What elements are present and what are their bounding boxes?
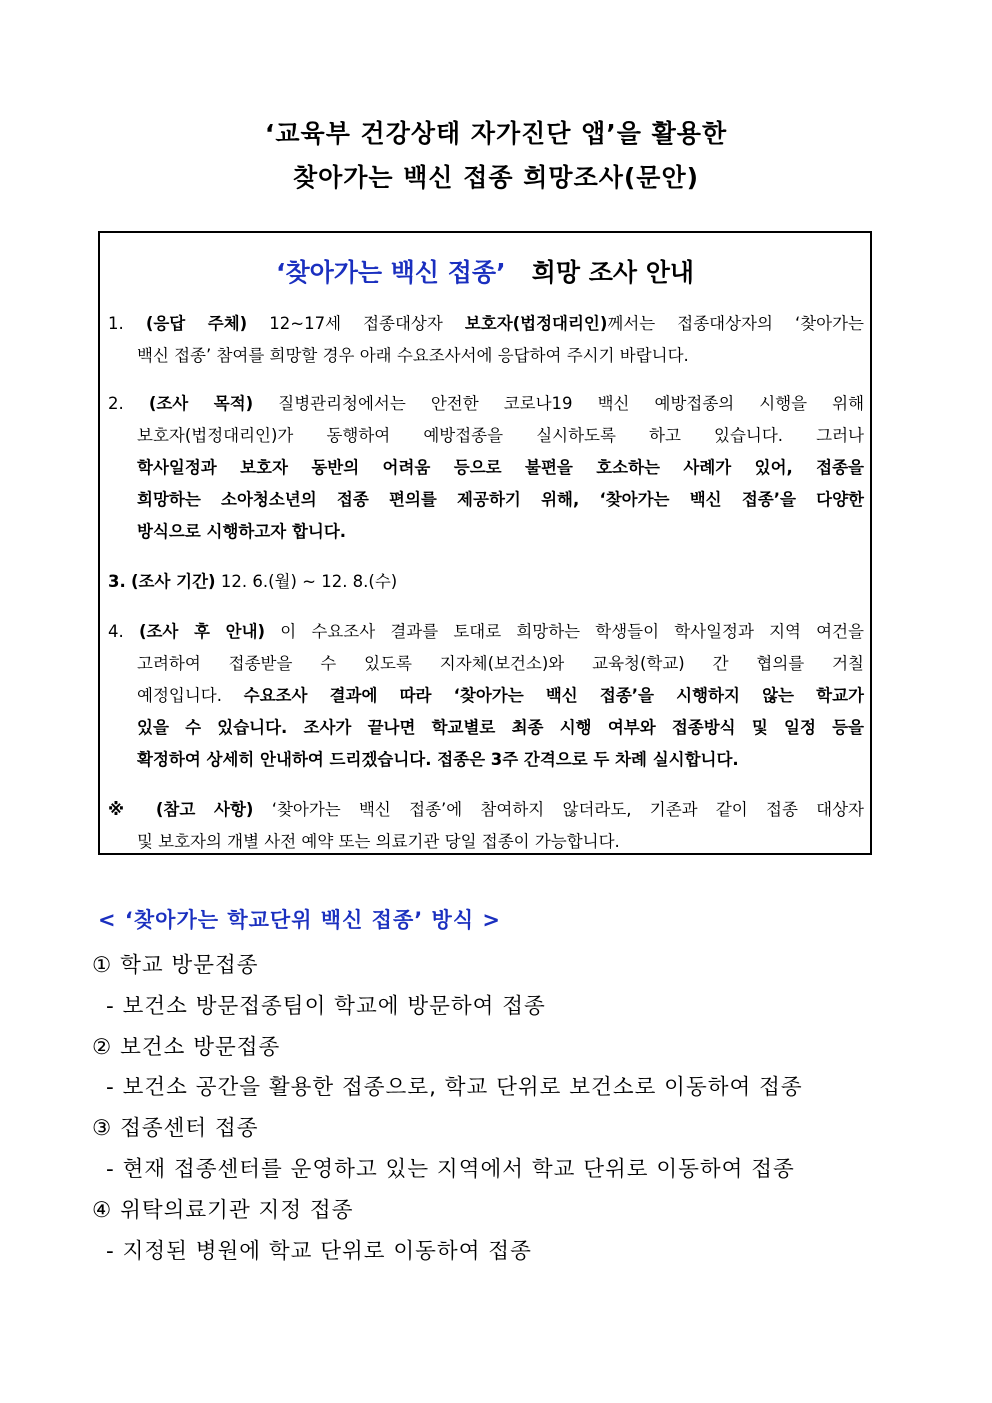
item-number: 3. — [108, 572, 126, 591]
item-line: 희망하는 소아청소년의 접종 편의를 제공하기 위해, ‘찾아가는 백신 접종’을 다양한 — [137, 490, 864, 509]
method-description: - 보건소 방문접종팀이 학교에 방문하여 접종 — [106, 993, 546, 1019]
item-text: 이 수요조사 결과를 토대로 희망하는 학생들이 학사일정과 지역 여건을 — [265, 622, 864, 641]
item-line — [108, 680, 864, 712]
item-line: 방식으로 시행하고자 합니다. — [137, 522, 347, 541]
item-line — [108, 308, 864, 340]
item-text: 12. 6.(월) ~ 12. 8.(수) — [215, 572, 398, 591]
methods-list — [92, 946, 882, 1272]
item-emphasis: 보호자(법정대리인) — [464, 314, 608, 333]
item-label: (응답 주체) — [145, 314, 248, 333]
item-line — [108, 616, 864, 648]
notice-heading-text: 희망 조사 안내 — [531, 258, 695, 287]
item-line: 및 보호자의 개별 사전 예약 또는 의료기관 당일 접종이 가능합니다. — [137, 832, 620, 851]
item-number: 1. — [108, 314, 124, 333]
item-number: 4. — [108, 622, 124, 641]
item-line: 보호자(법정대리인)가 동행하여 예방접종을 실시하도록 하고 있습니다. 그러나 — [137, 426, 864, 445]
document-title-line2: 찾아가는 백신 접종 희망조사(문안) — [292, 163, 700, 192]
item-line — [108, 794, 864, 826]
item-label: (조사 후 안내) — [138, 622, 266, 641]
method-name: ④ 위탁의료기관 지정 접종 — [92, 1197, 354, 1223]
item-line: 확정하여 상세히 안내하여 드리겠습니다. 접종은 3주 간격으로 두 차례 실시합니다. — [137, 750, 739, 769]
survey-notice-box — [98, 231, 872, 855]
methods-section-title: < ‘찾아가는 학교단위 백신 접종’ 방식 > — [98, 908, 502, 932]
notice-heading — [100, 253, 870, 289]
method-name: ② 보건소 방문접종 — [92, 1034, 281, 1060]
note-text: ‘찾아가는 백신 접종’에 참여하지 않더라도, 기존과 같이 접종 대상자 — [253, 800, 864, 819]
item-label: (조사 기간) — [131, 572, 216, 591]
method-description: - 지정된 병원에 학교 단위로 이동하여 접종 — [106, 1238, 532, 1264]
method-description: - 현재 접종센터를 운영하고 있는 지역에서 학교 단위로 이동하여 접종 — [106, 1156, 795, 1182]
note-label: ※ (참고 사항) — [108, 800, 254, 819]
method-description: - 보건소 공간을 활용한 접종으로, 학교 단위로 보건소로 이동하여 접종 — [106, 1075, 803, 1101]
item-line: 백신 접종’ 참여를 희망할 경우 아래 수요조사서에 응답하여 주시기 바랍니다. — [137, 346, 689, 365]
method-name: ③ 접종센터 접종 — [92, 1116, 259, 1142]
item-text: 예정입니다. — [137, 686, 244, 705]
document-title-line1: ‘교육부 건강상태 자가진단 앱’을 활용한 — [264, 119, 728, 148]
item-line — [108, 566, 864, 598]
item-label: (조사 목적) — [148, 394, 254, 413]
notice-heading-highlight: ‘찾아가는 백신 접종’ — [275, 258, 506, 287]
item-text: 12~17세 접종대상자 — [247, 314, 465, 333]
item-number: 2. — [108, 394, 124, 413]
notice-item-purpose — [108, 388, 864, 548]
item-emphasis: 수요조사 결과에 따라 ‘찾아가는 백신 접종’을 시행하지 않는 학교가 — [243, 686, 864, 705]
item-text: 질병관리청에서는 안전한 코로나19 백신 예방접종의 시행을 위해 — [253, 394, 865, 413]
notice-item-followup — [108, 616, 864, 776]
item-line: 있을 수 있습니다. 조사가 끝나면 학교별로 최종 시행 여부와 접종방식 및 일정 등을 — [137, 718, 864, 737]
item-text: 께서는 접종대상자의 ‘찾아가는 — [607, 314, 864, 333]
notice-item-respondent — [108, 308, 864, 372]
method-name: ① 학교 방문접종 — [92, 953, 259, 978]
notice-item-period — [108, 566, 864, 598]
notice-reference-note — [108, 794, 864, 858]
item-line: 학사일정과 보호자 동반의 어려움 등으로 불편을 호소하는 사례가 있어, 접종을 — [137, 458, 864, 477]
item-line — [108, 388, 864, 420]
item-line: 고려하여 접종받을 수 있도록 지자체(보건소)와 교육청(학교) 간 협의를 거칠 — [137, 654, 864, 673]
